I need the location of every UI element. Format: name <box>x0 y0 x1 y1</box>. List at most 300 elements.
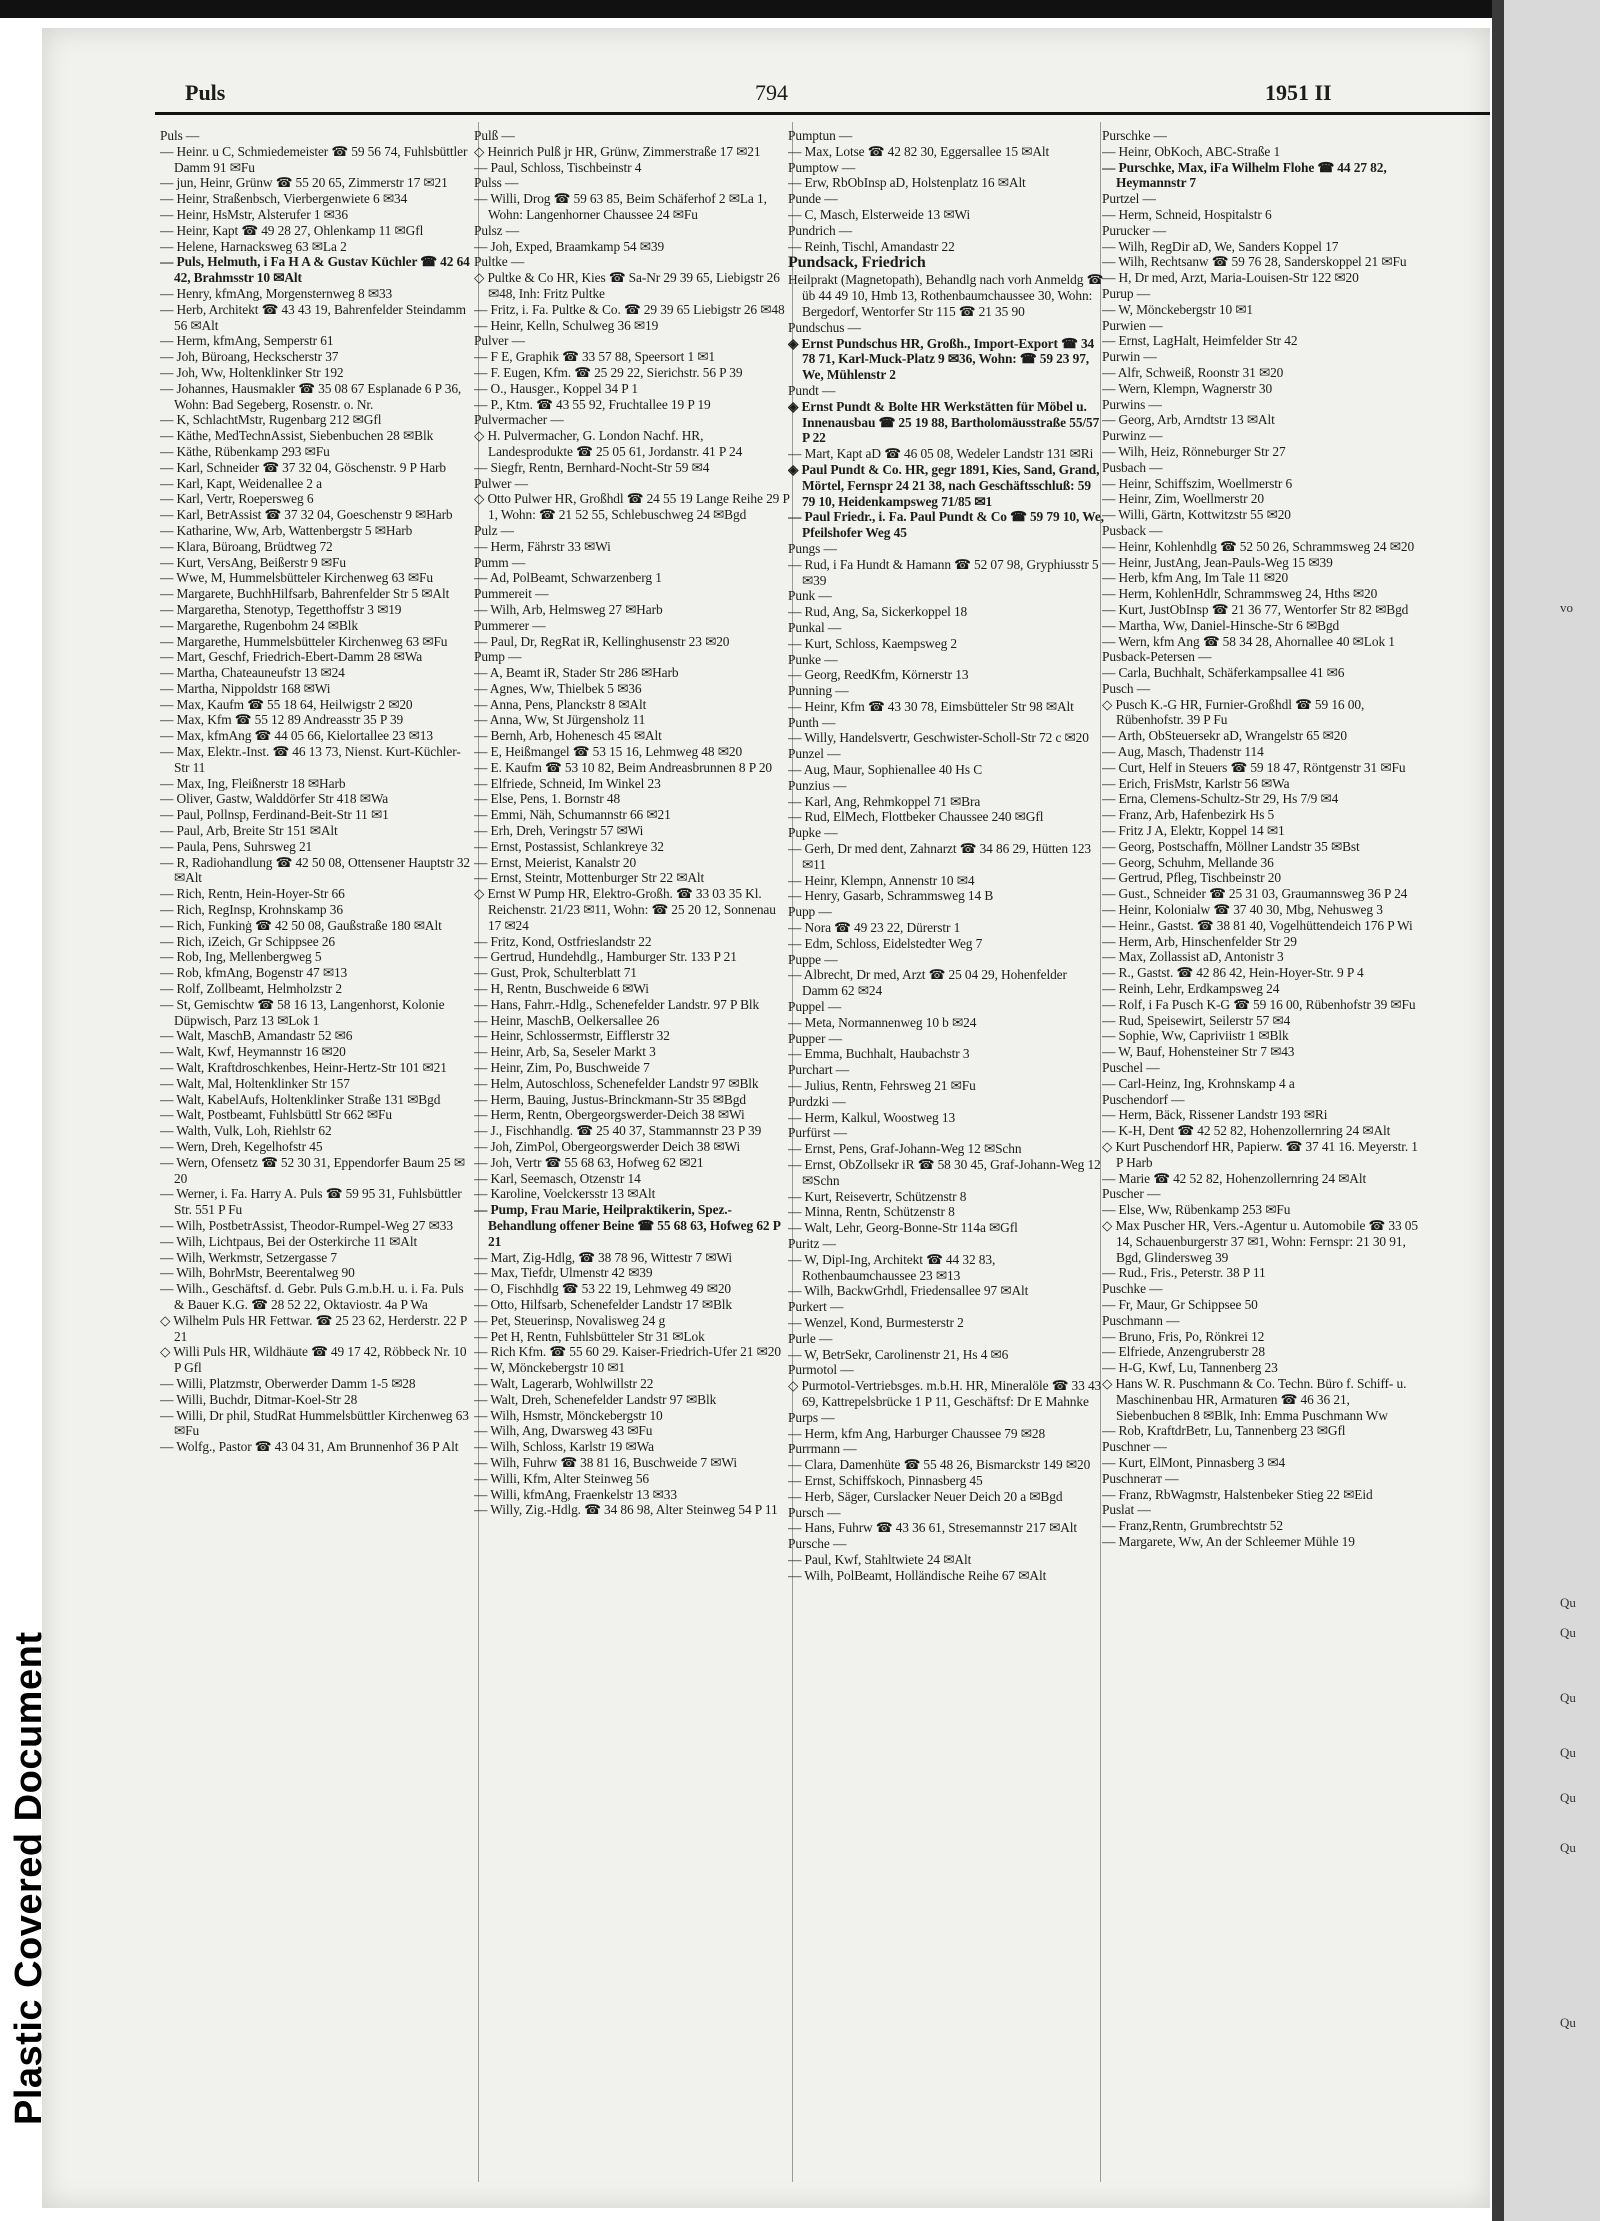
directory-entry: — Margarethe, Rugenbohm 24 ✉Blk <box>160 617 358 633</box>
directory-entry: — H-G, Kwf, Lu, Tannenberg 23 <box>1102 1360 1278 1376</box>
margin-fragment: Qu <box>1560 1790 1576 1805</box>
directory-entry: Pummereit — <box>474 586 549 602</box>
directory-entry: — Mart, Kapt aD ☎ 46 05 08, Wedeler Landstr 131 ✉Ri <box>788 446 1094 462</box>
directory-entry: ◇ Max Puscher HR, Vers.-Agentur u. Automobile ☎ 33 05 14, Schauenburgerstr 37 ✉1, Wohn: Fernspr: 21 30 91, Bgd, Glindersweg 39 <box>1102 1217 1418 1265</box>
directory-entry: Puschneraт — <box>1102 1470 1179 1486</box>
directory-entry: — Käthe, Rübenkamp 293 ✉Fu <box>160 443 330 459</box>
directory-entry: — Oliver, Gastw, Walddörfer Str 418 ✉Wa <box>160 791 389 807</box>
directory-entry: Pundsack, Friedrich <box>788 254 926 272</box>
directory-entry: — Max, Kfm ☎ 55 12 89 Andreasstr 35 P 39 <box>160 712 404 728</box>
directory-entry: — Minna, Rentn, Schützenstr 8 <box>788 1204 955 1220</box>
directory-entry: — Georg, Schuhm, Mellande 36 <box>1102 854 1274 870</box>
directory-entry: — Heinr, Arb, Sa, Seseler Markt 3 <box>474 1044 656 1060</box>
directory-entry: — Herm, Rentn, Obergeorgswerder-Deich 38 ✉Wi <box>474 1107 745 1123</box>
directory-entry: — H, Dr med, Arzt, Maria-Louisen-Str 122 ✉20 <box>1102 270 1359 286</box>
directory-entry: — Agnes, Ww, Thielbek 5 ✉36 <box>474 680 642 696</box>
directory-entry: — Willy, Handelsvertr, Geschwister-Scholl-Str 72 c ✉20 <box>788 730 1089 746</box>
directory-entry: Puscher — <box>1102 1186 1161 1202</box>
directory-entry: — Herb, Säger, Curslacker Neuer Deich 20 a ✉Bgd <box>788 1488 1063 1504</box>
directory-entry: Purfürst — <box>788 1125 847 1141</box>
directory-entry: — Willi, Gärtn, Kottwitzstr 55 ✉20 <box>1102 507 1291 523</box>
directory-entry: — K, SchlachtMstr, Rugenbarg 212 ✉Gfl <box>160 412 382 428</box>
directory-entry: — Herb, Architekt ☎ 43 43 19, Bahrenfelder Steindamm 56 ✉Alt <box>160 301 467 333</box>
directory-entry: — Johannes, Hausmakler ☎ 35 08 67 Esplanade 6 P 36, Wohn: Bad Segeberg, Rosenstr. o. Nr. <box>160 380 462 412</box>
directory-entry: — Paul, Arb, Breite Str 151 ✉Alt <box>160 823 338 839</box>
directory-entry: — Werner, i. Fa. Harry A. Puls ☎ 59 95 31, Fuhlsbüttler Str. 551 P Fu <box>160 1186 462 1218</box>
directory-entry: ◈ Paul Pundt & Co. HR, gegr 1891, Kies, Sand, Grand, Mörtel, Fernspr 24 21 38, nach Geschäftsschluß: 59 79 10, Heidenkampsweg 71/85 ✉1 <box>788 461 1100 509</box>
directory-entry: — Else, Ww, Rübenkamp 253 ✉Fu <box>1102 1202 1291 1218</box>
directory-entry: — Heinr, ObKoch, ABC-Straße 1 <box>1102 143 1281 159</box>
directory-entry: — Gerh, Dr med dent, Zahnarzt ☎ 34 86 29, Hütten 123 ✉11 <box>788 841 1092 872</box>
directory-entry: — Wolfg., Pastor ☎ 43 04 31, Am Brunnenhof 36 P Alt <box>160 1439 459 1455</box>
directory-entry: Puschner — <box>1102 1439 1167 1455</box>
directory-entry: — Rich, RegInsp, Krohnskamp 36 <box>160 902 343 918</box>
directory-entry: Purdzki — <box>788 1093 846 1109</box>
directory-entry: — Edm, Schloss, Eidelstedter Weg 7 <box>788 935 983 951</box>
directory-entry: Pulwer — <box>474 475 528 491</box>
directory-entry: — Max, kfmAng ☎ 44 05 66, Kielortallee 23 ✉13 <box>160 728 433 744</box>
directory-entry: — Puls, Helmuth, i Fa H A & Gustav Küchler ☎ 42 64 42, Brahmsstr 10 ✉Alt <box>160 254 470 286</box>
directory-entry: — Bruno, Fris, Po, Rönkrei 12 <box>1102 1328 1265 1344</box>
directory-entry: — H, Rentn, Buschweide 6 ✉Wi <box>474 981 649 997</box>
directory-entry: — Heinr, HsMstr, Alsterufer 1 ✉36 <box>160 206 348 222</box>
directory-entry: — Wern, Dreh, Kegelhofstr 45 <box>160 1139 323 1154</box>
directory-entry: — Herm, Fährstr 33 ✉Wi <box>474 538 611 554</box>
directory-entry: Pultke — <box>474 254 525 270</box>
directory-entry: — Wilh, Rechtsanw ☎ 59 76 28, Sanderskoppel 21 ✉Fu <box>1102 254 1407 270</box>
directory-entry: Purle — <box>788 1330 833 1346</box>
directory-entry: — Rich, iZeich, Gr Schippsee 26 <box>160 933 336 949</box>
directory-entry: — Elfriede, Schneid, Im Winkel 23 <box>474 775 661 791</box>
directory-column-4 <box>1102 128 1418 2188</box>
directory-entry: — Gertrud, Pfleg, Tischbeinstr 20 <box>1102 870 1281 886</box>
directory-entry: Heilprakt (Magnetopath), Behandlg nach vorh Anmeldg ☎ üb 44 49 10, Hmb 13, Rothenbaumchaussee 30, Wohn: Bergedorf, Wentorfer Str 115 ☎ 21 35 90 <box>788 272 1104 319</box>
directory-entry: — Wilh, Schloss, Karlstr 19 ✉Wa <box>474 1439 654 1455</box>
directory-entry: — Purschke, Max, iFa Wilhelm Flohe ☎ 44 27 82, Heymannstr 7 <box>1102 159 1387 191</box>
directory-entry: — Walt, Kraftdroschkenbes, Heinr-Hertz-Str 101 ✉21 <box>160 1060 447 1076</box>
directory-entry: — Georg, ReedKfm, Körnerstr 13 <box>788 667 969 683</box>
directory-entry: — Rich, Rentn, Hein-Hoyer-Str 66 <box>160 886 345 902</box>
directory-entry: — Paul Friedr., i. Fa. Paul Pundt & Co ☎ 59 79 10, We, Pfeilshofer Weg 45 <box>788 509 1104 541</box>
margin-fragment: Qu <box>1560 1595 1576 1610</box>
directory-entry: — Rolf, i Fa Pusch K-G ☎ 59 16 00, Rübenhofstr 39 ✉Fu <box>1102 996 1416 1012</box>
directory-entry: — Sophie, Ww, Capriviistr 1 ✉Blk <box>1102 1028 1289 1044</box>
directory-entry: Pundt — <box>788 382 836 398</box>
directory-entry: — W, Dipl-Ing, Architekt ☎ 44 32 83, Rothenbaumchaussee 23 ✉13 <box>788 1251 996 1283</box>
directory-entry: — Paula, Pens, Suhrsweg 21 <box>160 838 313 854</box>
directory-entry: — Aug, Maur, Sophienallee 40 Hs C <box>788 762 983 778</box>
directory-entry: — Karl, Ang, Rehmkoppel 71 ✉Bra <box>788 793 981 809</box>
directory-entry: — Walt, Postbeamt, Fuhlsbüttl Str 662 ✉Fu <box>160 1107 392 1123</box>
directory-entry: Pupke — <box>788 825 838 841</box>
directory-entry: — Henry, Gasarb, Schrammsweg 14 B <box>788 888 994 904</box>
directory-entry: Punkal — <box>788 619 842 635</box>
directory-entry: Pulver — <box>474 333 525 349</box>
directory-entry: — Klara, Büroang, Brüdtweg 72 <box>160 538 333 554</box>
directory-entry: — Heinr., Gastst. ☎ 38 81 40, Vogelhüttendeich 176 P Wi <box>1102 917 1413 933</box>
directory-entry: — Heinr, Kapt ☎ 49 28 27, Ohlenkamp 11 ✉Gfl <box>160 222 424 238</box>
directory-entry: — Erh, Dreh, Veringstr 57 ✉Wi <box>474 823 644 839</box>
directory-entry: — Otto, Hilfsarb, Schenefelder Landstr 17 ✉Blk <box>474 1296 733 1312</box>
directory-entry: — Franz, RbWagmstr, Halstenbeker Stieg 22 ✉Eid <box>1102 1486 1373 1502</box>
directory-entry: ◇ Heinrich Pulß jr HR, Grünw, Zimmerstraße 17 ✉21 <box>474 143 761 159</box>
directory-entry: — Wilh, Ang, Dwarsweg 43 ✉Fu <box>474 1423 653 1439</box>
directory-entry: — Willy, Zig.-Hdlg. ☎ 34 86 98, Alter Steinweg 54 P 11 <box>474 1502 778 1518</box>
directory-entry: — E. Kaufm ☎ 53 10 82, Beim Andreasbrunnen 8 P 20 <box>474 759 773 775</box>
directory-entry: — Joh, ZimPol, Obergeorgswerder Deich 38 ✉Wi <box>474 1139 741 1154</box>
directory-entry: — Willi, Dr phil, StudRat Hummelsbüttler Kirchenweg 63 ✉Fu <box>160 1407 469 1439</box>
directory-entry: — W, Mönckebergstr 10 ✉1 <box>474 1360 626 1376</box>
directory-entry: — Heinr, Kohlenhdlg ☎ 52 50 26, Schrammsweg 24 ✉20 <box>1102 538 1415 554</box>
directory-entry: Puschendorf — <box>1102 1091 1185 1107</box>
scan-border-right <box>1492 0 1600 2221</box>
directory-entry: — Fritz, Kond, Ostfrieslandstr 22 <box>474 933 652 949</box>
margin-fragment: Qu <box>1560 1745 1576 1760</box>
directory-entry: Pursche — <box>788 1536 847 1552</box>
directory-entry: — Max, Zollassist aD, Antonistr 3 <box>1102 949 1284 965</box>
directory-entry: — Wilh, Fuhrw ☎ 38 81 16, Buschweide 7 ✉Wi <box>474 1454 738 1470</box>
directory-entry: — Herm, Bäck, Rissener Landstr 193 ✉Ri <box>1102 1107 1328 1123</box>
directory-entry: — Walt, Mal, Holtenklinker Str 157 <box>160 1075 350 1091</box>
plastic-covered-label: Plastic Covered Document <box>8 1631 50 2125</box>
directory-entry: — Willi, Platzmstr, Oberwerder Damm 1-5 ✉28 <box>160 1375 416 1391</box>
directory-entry: — Martha, Nippoldstr 168 ✉Wi <box>160 680 331 696</box>
directory-entry: — Herm, KohlenHdlr, Schrammsweg 24, Hths ✉20 <box>1102 586 1378 602</box>
directory-entry: — Emma, Buchhalt, Haubachstr 3 <box>788 1046 970 1062</box>
directory-entry: — Paul, Pollnsp, Ferdinand-Beit-Str 11 ✉1 <box>160 807 389 823</box>
directory-entry: — Anna, Ww, St Jürgensholz 11 <box>474 712 646 728</box>
directory-entry: Pump — <box>474 649 522 665</box>
directory-entry: Pumm — <box>474 554 526 570</box>
directory-entry: — Albrecht, Dr med, Arzt ☎ 25 04 29, Hohenfelder Damm 62 ✉24 <box>788 967 1067 999</box>
directory-entry: Puslat — <box>1102 1502 1151 1518</box>
directory-entry: Punk — <box>788 588 832 604</box>
directory-entry: — Fritz, i. Fa. Pultke & Co. ☎ 29 39 65 Liebigstr 26 ✉48 <box>474 301 785 317</box>
directory-entry: — W, Mönckebergstr 10 ✉1 <box>1102 301 1254 317</box>
directory-entry: — Joh, Exped, Braamkamp 54 ✉39 <box>474 238 665 254</box>
directory-entry: — Kurt, ElMont, Pinnasberg 3 ✉4 <box>1102 1454 1286 1470</box>
header-rule <box>155 112 1490 115</box>
directory-entry: — Elfriede, Anzengruberstr 28 <box>1102 1344 1265 1360</box>
margin-fragment: Qu <box>1560 1840 1576 1855</box>
directory-entry: — Wilh, BohrMstr, Beerentalweg 90 <box>160 1265 355 1281</box>
directory-entry: — Pet, Steuerinsp, Novalisweg 24 g <box>474 1312 666 1328</box>
directory-entry: — Ernst, Meierist, Kanalstr 20 <box>474 854 637 870</box>
directory-entry: — Gust, Prok, Schulterblatt 71 <box>474 965 637 981</box>
directory-entry: Pummerer — <box>474 617 546 633</box>
directory-entry: — Willi, kfmAng, Fraenkelstr 13 ✉33 <box>474 1486 677 1502</box>
directory-entry: — Meta, Normannenweg 10 b ✉24 <box>788 1014 977 1030</box>
directory-entry: — Gust., Schneider ☎ 25 31 03, Graumannsweg 36 P 24 <box>1102 886 1408 902</box>
directory-entry: — Rob, Ing, Mellenbergweg 5 <box>160 949 322 965</box>
directory-entry: — Wern, Klempn, Wagnerstr 30 <box>1102 380 1273 396</box>
directory-entry: — Emmi, Näh, Schumannstr 66 ✉21 <box>474 807 671 823</box>
directory-entry: — Else, Pens, 1. Bornstr 48 <box>474 791 621 807</box>
directory-entry: — Rich, Funkinġ ☎ 42 50 08, Gaußstraße 180 ✉Alt <box>160 917 442 933</box>
directory-entry: — Rud, i Fa Hundt & Hamann ☎ 52 07 98, Gryphiusstr 5 ✉39 <box>788 556 1099 588</box>
directory-entry: — Rud, Ang, Sa, Sickerkoppel 18 <box>788 604 968 620</box>
directory-entry: — Wern, kfm Ang ☎ 58 34 28, Ahornallee 40 ✉Lok 1 <box>1102 633 1395 649</box>
directory-entry: — Erna, Clemens-Schultz-Str 29, Hs 7/9 ✉4 <box>1102 791 1339 807</box>
directory-entry: — Joh, Büroang, Heckscherstr 37 <box>160 349 339 365</box>
directory-entry: — Martha, Ww, Daniel-Hinsche-Str 6 ✉Bgd <box>1102 617 1340 633</box>
directory-entry: — Rolf, Zollbeamt, Helmholzstr 2 <box>160 981 343 997</box>
directory-entry: — Arth, ObSteuersekr aD, Wrangelstr 65 ✉20 <box>1102 728 1347 744</box>
directory-entry: Punning — <box>788 683 849 699</box>
directory-column-1 <box>160 128 476 2188</box>
directory-entry: — Clara, Damenhüte ☎ 55 48 26, Bismarckstr 149 ✉20 <box>788 1457 1091 1473</box>
directory-entry: ◇ H. Pulvermacher, G. London Nachf. HR, Landesprodukte ☎ 25 05 61, Jordanstr. 41 P 24 <box>474 428 743 459</box>
directory-entry: — Alfr, Schweiß, Roonstr 31 ✉20 <box>1102 364 1284 380</box>
directory-entry: Purwien — <box>1102 317 1163 333</box>
directory-entry: — Willi, Buchdr, Ditmar-Koel-Str 28 <box>160 1391 358 1407</box>
directory-entry: ◇ Pusch K.-G HR, Furnier-Großhdl ☎ 59 16 00, Rübenhofstr. 39 P Fu <box>1102 696 1365 728</box>
directory-entry: — Gertrud, Hundehdlg., Hamburger Str. 133 P 21 <box>474 949 737 965</box>
directory-entry: Puppe — <box>788 951 838 967</box>
page-gutter <box>1492 0 1504 2221</box>
directory-entry: — Heinr, Schiffszim, Woellmerstr 6 <box>1102 475 1293 491</box>
directory-entry: — Wilh, Lichtpaus, Bei der Osterkirche 11 ✉Alt <box>160 1233 418 1249</box>
directory-entry: — Karl, Vertr, Roepersweg 6 <box>160 491 314 507</box>
directory-entry: — Max, Lotse ☎ 42 82 30, Eggersallee 15 ✉Alt <box>788 143 1050 159</box>
directory-entry: Purschke — <box>1102 128 1167 143</box>
directory-entry: Puschke — <box>1102 1281 1163 1297</box>
directory-entry: Puschel — <box>1102 1060 1160 1076</box>
margin-fragment: vo <box>1560 600 1573 615</box>
directory-entry: Puls — <box>160 128 200 143</box>
directory-entry: — Margarethe, Hummelsbütteler Kirchenweg 63 ✉Fu <box>160 633 448 649</box>
directory-entry: — Karl, Kapt, Weidenallee 2 a <box>160 475 322 491</box>
directory-entry: — Ernst, Schiffskoch, Pinnasberg 45 <box>788 1472 983 1488</box>
directory-entry: — Heinr, Kfm ☎ 43 30 78, Eimsbütteler Str 98 ✉Alt <box>788 698 1074 714</box>
directory-entry: Puschmann — <box>1102 1312 1180 1328</box>
directory-entry: — Georg, Postschaffn, Möllner Landstr 35 ✉Bst <box>1102 838 1360 854</box>
directory-entry: — Mart, Zig-Hdlg, ☎ 38 78 96, Wittestr 7 ✉Wi <box>474 1249 732 1265</box>
directory-entry: ◈ Ernst Pundschus HR, Großh., Import-Export ☎ 34 78 71, Karl-Muck-Platz 9 ✉36, Wohn: ☎ 59 23 97, We, Mühlenstr 2 <box>788 335 1095 383</box>
directory-entry: Pupp — <box>788 904 832 920</box>
directory-entry: — St, Gemischtw ☎ 58 16 13, Langenhorst, Kolonie Düpwisch, Parz 13 ✉Lok 1 <box>160 996 445 1028</box>
directory-entry: — Willi, Drog ☎ 59 63 85, Beim Schäferhof 2 ✉La 1, Wohn: Langenhorner Chaussee 24 ✉Fu <box>474 191 767 222</box>
directory-entry: Puppel — <box>788 999 842 1015</box>
directory-entry: — Wenzel, Kond, Burmesterstr 2 <box>788 1314 964 1330</box>
directory-entry: — C, Masch, Elsterweide 13 ✉Wi <box>788 206 971 222</box>
directory-entry: — Max, Elektr.-Inst. ☎ 46 13 73, Nienst. Kurt-Küchler-Str 11 <box>160 744 461 775</box>
directory-entry: — Wilh, Werkmstr, Setzergasse 7 <box>160 1249 337 1265</box>
directory-entry: — Wern, Ofensetz ☎ 52 30 31, Eppendorfer Baum 25 ✉20 <box>160 1154 465 1186</box>
directory-entry: — Herm, kfmAng, Semperstr 61 <box>160 333 334 349</box>
directory-entry: — Curt, Helf in Steuers ☎ 59 18 47, Röntgenstr 31 ✉Fu <box>1102 759 1406 775</box>
directory-entry: ◇ Hans W. R. Puschmann & Co. Techn. Büro f. Schiff- u. Maschinenbau HR, Armaturen ☎ 46 36 21, Siebenbuchen 8 ✉Blk, Inh: Emma Puschmann Ww <box>1102 1375 1407 1423</box>
directory-entry: Pulvermacher — <box>474 412 564 428</box>
directory-entry: — Max, Kaufm ☎ 55 18 64, Heilwigstr 2 ✉20 <box>160 696 413 712</box>
page-number: 794 <box>755 80 788 105</box>
directory-entry: — Kurt, JustObInsp ☎ 21 36 77, Wentorfer Str 82 ✉Bgd <box>1102 601 1409 617</box>
directory-entry: — Carl-Heinz, Ing, Krohnskamp 4 a <box>1102 1075 1295 1091</box>
directory-entry: — Max, Tiefdr, Ulmenstr 42 ✉39 <box>474 1265 653 1281</box>
directory-entry: ◇ Otto Pulwer HR, Großhdl ☎ 24 55 19 Lange Reihe 29 P 1, Wohn: ☎ 21 52 55, Schlebuschweg 24 ✉Bgd <box>474 491 790 523</box>
directory-column-3 <box>788 128 1104 2188</box>
directory-entry: — Anna, Pens, Planckstr 8 ✉Alt <box>474 696 647 712</box>
margin-fragment: Qu <box>1560 2015 1576 2030</box>
directory-entry: — Heinr, Zim, Po, Buschweide 7 <box>474 1060 650 1076</box>
directory-entry: — Paul, Dr, RegRat iR, Kellinghusenstr 23 ✉20 <box>474 633 730 649</box>
directory-entry: — Herm, Arb, Hinschenfelder Str 29 <box>1102 933 1297 949</box>
directory-entry: — Fr, Maur, Gr Schippsee 50 <box>1102 1296 1258 1312</box>
directory-entry: — Nora ☎ 49 23 22, Dürerstr 1 <box>788 920 961 936</box>
directory-entry: — Heinr, Klempn, Annenstr 10 ✉4 <box>788 872 975 888</box>
directory-entry: — Walt, MaschB, Amandastr 52 ✉6 <box>160 1028 353 1044</box>
directory-entry: Punth — <box>788 714 836 730</box>
margin-fragment: Qu <box>1560 1690 1576 1705</box>
directory-entry: — Heinr, Zim, Woellmerstr 20 <box>1102 491 1264 507</box>
directory-entry: — Margaretha, Stenotyp, Tegetthoffstr 3 ✉19 <box>160 601 402 617</box>
margin-fragment: Qu <box>1560 1625 1576 1640</box>
directory-entry: — Ernst, ObZollsekr iR ☎ 58 30 45, Graf-Johann-Weg 12 ✉Schn <box>788 1157 1101 1188</box>
directory-entry: Pusbach — <box>1102 459 1163 475</box>
directory-entry: — Karl, Schneider ☎ 37 32 04, Göschenstr. 9 P Harb <box>160 459 447 475</box>
directory-entry: — Herm, Bauing, Justus-Brinckmann-Str 35 ✉Bgd <box>474 1091 746 1107</box>
directory-entry: Pursch — <box>788 1504 841 1520</box>
directory-entry: — Margarete, BuchhHilfsarb, Bahrenfelder Str 5 ✉Alt <box>160 586 450 602</box>
directory-entry: — Carla, Buchhalt, Schäferkampsallee 41 ✉6 <box>1102 665 1345 681</box>
directory-entry: — Franz, Arb, Hafenbezirk Hs 5 <box>1102 807 1275 823</box>
directory-entry: — Franz,Rentn, Grumbrechtstr 52 <box>1102 1518 1283 1534</box>
directory-entry: Purps — <box>788 1409 835 1425</box>
directory-entry: — Ernst, Steintr, Mottenburger Str 22 ✉Alt <box>474 870 705 886</box>
directory-entry: — Wwe, M, Hummelsbütteler Kirchenweg 63 ✉Fu <box>160 570 433 586</box>
directory-entry: — R., Gastst. ☎ 42 86 42, Hein-Hoyer-Str. 9 P 4 <box>1102 965 1364 981</box>
directory-entry: Purwins — <box>1102 396 1162 412</box>
directory-entry: — Kurt, VersAng, Beißerstr 9 ✉Fu <box>160 554 346 570</box>
directory-entry: — Ernst, LagHalt, Heimfelder Str 42 <box>1102 333 1298 349</box>
directory-entry: — Wilh, RegDir aD, We, Sanders Koppel 17 <box>1102 238 1339 254</box>
directory-entry: Pumptun — <box>788 128 853 143</box>
directory-entry: — Walt, KabelAufs, Holtenklinker Straße 131 ✉Bgd <box>160 1091 441 1107</box>
directory-entry: Pusback-Petersen — <box>1102 649 1212 665</box>
directory-entry: Puritz — <box>788 1235 836 1251</box>
directory-entry: — Katharine, Ww, Arb, Wattenbergstr 5 ✉Harb <box>160 522 413 538</box>
directory-entry: — F. Eugen, Kfm. ☎ 25 29 22, Sierichstr. 56 P 39 <box>474 364 743 380</box>
directory-entry: — Erw, RbObInsp aD, Holstenplatz 16 ✉Alt <box>788 175 1026 191</box>
directory-entry: — W, Bauf, Hohensteiner Str 7 ✉43 <box>1102 1044 1295 1060</box>
directory-entry: — Wilh, BackwGrhdl, Friedensallee 97 ✉Alt <box>788 1283 1029 1299</box>
directory-entry: — Herm, Kalkul, Woostweg 13 <box>788 1109 956 1125</box>
directory-entry: — Heinr, Kolonialw ☎ 37 40 30, Mbg, Nehusweg 3 <box>1102 902 1383 918</box>
directory-entry: — jun, Heinr, Grünw ☎ 55 20 65, Zimmerstr 17 ✉21 <box>160 175 448 191</box>
directory-entry: — Martha, Chateauneufstr 13 ✉24 <box>160 665 345 681</box>
directory-entry: — Rob, KraftdrBetr, Lu, Tannenberg 23 ✉Gfl <box>1102 1423 1346 1439</box>
directory-entry: Pungs — <box>788 540 837 556</box>
directory-column-2 <box>474 128 790 2188</box>
directory-entry: Punke — <box>788 651 838 667</box>
directory-entry: — Rob, kfmAng, Bogenstr 47 ✉13 <box>160 965 348 981</box>
directory-entry: Purtzel — <box>1102 191 1156 207</box>
directory-entry: Pulss — <box>474 175 519 191</box>
directory-entry: — Georg, Arb, Arndtstr 13 ✉Alt <box>1102 412 1275 428</box>
directory-entry: ◇ Kurt Puschendorf HR, Papierw. ☎ 37 41 16. Meyerstr. 1 P Harb <box>1102 1139 1418 1170</box>
directory-entry: — Wilh, PostbetrAssist, Theodor-Rumpel-Weg 27 ✉33 <box>160 1217 453 1233</box>
directory-entry: Purrmann — <box>788 1441 857 1457</box>
directory-entry: — Wilh., Geschäftsf. d. Gebr. Puls G.m.b.H. u. i. Fa. Puls & Bauer K.G. ☎ 28 52 22, Oktaviostr. 4a P Wa <box>160 1281 464 1312</box>
directory-entry: — Rud, Speisewirt, Seilerstr 57 ✉4 <box>1102 1012 1291 1028</box>
page-header <box>155 72 1490 112</box>
directory-entry: — R, Radiohandlung ☎ 42 50 08, Ottensener Hauptstr 32 ✉Alt <box>160 854 471 886</box>
directory-entry: — Heinr. u C, Schmiedemeister ☎ 59 56 74, Fuhlsbüttler Damm 91 ✉Fu <box>160 143 468 175</box>
directory-entry: — Herb, kfm Ang, Im Tale 11 ✉20 <box>1102 570 1289 586</box>
directory-entry: Pulz — <box>474 522 514 538</box>
directory-entry: — Heinr, Straßenbsch, Vierbergenwiete 6 ✉34 <box>160 191 408 207</box>
directory-entry: — Walt, Lagerarb, Wohlwillstr 22 <box>474 1375 654 1391</box>
directory-entry: Pulsz — <box>474 222 520 238</box>
directory-entry: — Reinh, Lehr, Erdkampsweg 24 <box>1102 981 1280 997</box>
directory-entry: Punzel — <box>788 746 841 762</box>
directory-entry: — Henry, kfmAng, Morgensternweg 8 ✉33 <box>160 285 393 301</box>
directory-entry: — Reinh, Tischl, Amandastr 22 <box>788 238 955 254</box>
directory-entry: ◇ Pultke & Co HR, Kies ☎ Sa-Nr 29 39 65, Liebigstr 26 ✉48, Inh: Fritz Pultke <box>474 270 780 301</box>
directory-entry: — Heinr, Schlossermstr, Eifflerstr 32 <box>474 1028 670 1044</box>
directory-entry: ◇ Ernst W Pump HR, Elektro-Großh. ☎ 33 03 35 Kl. Reichenstr. 21/23 ✉11, Wohn: ☎ 25 20 12, Sonnenau 17 ✉24 <box>474 886 776 933</box>
directory-entry: — Marie ☎ 42 52 82, Hohenzollernring 24 ✉Alt <box>1102 1170 1367 1186</box>
directory-entry: Purmotol — <box>788 1362 854 1378</box>
directory-entry: — Bernh, Arb, Hohenesch 45 ✉Alt <box>474 728 662 744</box>
directory-entry: ◇ Willi Puls HR, Wildhäute ☎ 49 17 42, Röbbeck Nr. 10 P Gfl <box>160 1344 467 1376</box>
directory-entry: — Siegfr, Rentn, Bernhard-Nocht-Str 59 ✉4 <box>474 459 710 475</box>
directory-entry: — Fritz J A, Elektr, Koppel 14 ✉1 <box>1102 823 1285 839</box>
directory-entry: — Wilh, Heiz, Rönneburger Str 27 <box>1102 443 1286 459</box>
directory-entry: Pumptow — <box>788 159 856 175</box>
directory-entry: — Paul, Kwf, Stahltwiete 24 ✉Alt <box>788 1551 972 1567</box>
directory-entry: — O., Hausger., Koppel 34 P 1 <box>474 380 638 396</box>
directory-entry: — Heinr, MaschB, Oelkersallee 26 <box>474 1012 660 1028</box>
directory-entry: — F E, Graphik ☎ 33 57 88, Speersort 1 ✉1 <box>474 349 716 365</box>
directory-entry: Pupper — <box>788 1030 842 1046</box>
directory-entry: ◈ Ernst Pundt & Bolte HR Werkstätten für Möbel u. Innenausbau ☎ 25 19 88, Bartholomäusstraße 55/57 P 22 <box>788 398 1100 446</box>
header-keyword: Puls <box>185 80 226 105</box>
directory-entry: — P., Ktm. ☎ 43 55 92, Fruchtallee 19 P 19 <box>474 396 711 412</box>
directory-entry: ◇ Purmotol-Vertriebsges. m.b.H. HR, Mineralöle ☎ 33 43 69, Kattrepelsbrücke 1 P 11, Geschäftsf: Dr E Mahnke <box>788 1378 1102 1409</box>
directory-entry: — Hans, Fahrr.-Hdlg., Schenefelder Landstr. 97 P Blk <box>474 996 760 1012</box>
directory-entry: — Julius, Rentn, Fehrsweg 21 ✉Fu <box>788 1078 976 1094</box>
directory-entry: — K-H, Dent ☎ 42 52 82, Hohenzollernring 24 ✉Alt <box>1102 1123 1391 1139</box>
directory-entry: — Karl, BetrAssist ☎ 37 32 04, Goeschenstr 9 ✉Harb <box>160 507 453 523</box>
directory-entry: Purucker — <box>1102 222 1167 238</box>
directory-entry: — Walt, Lehr, Georg-Bonne-Str 114a ✉Gfl <box>788 1220 1018 1236</box>
directory-entry: — Wilh, Arb, Helmsweg 27 ✉Harb <box>474 601 663 617</box>
directory-entry: Purkert — <box>788 1299 844 1315</box>
scan-border-top <box>0 0 1600 18</box>
directory-entry: — Joh, Vertr ☎ 55 68 63, Hofweg 62 ✉21 <box>474 1154 704 1170</box>
directory-entry: — Walth, Vulk, Loh, Riehlstr 62 <box>160 1123 332 1139</box>
directory-entry: Pusback — <box>1102 522 1163 538</box>
directory-entry: — Willi, Kfm, Alter Steinweg 56 <box>474 1470 650 1486</box>
directory-entry: — Rich Kfm. ☎ 55 60 29. Kaiser-Friedrich-Ufer 21 ✉20 <box>474 1344 781 1360</box>
directory-entry: Pundrich — <box>788 222 853 238</box>
directory-entry: — Kurt, Reisevertr, Schützenstr 8 <box>788 1188 967 1204</box>
directory-entry: — J., Fischhandlg. ☎ 25 40 37, Stammannstr 23 P 39 <box>474 1123 762 1139</box>
directory-entry: — Herm, kfm Ang, Harburger Chaussee 79 ✉28 <box>788 1425 1046 1441</box>
directory-entry: — E, Heißmangel ☎ 53 15 16, Lehmweg 48 ✉20 <box>474 744 743 760</box>
directory-entry: Punzius — <box>788 777 847 793</box>
directory-entry: — W, BetrSekr, Carolinenstr 21, Hs 4 ✉6 <box>788 1346 1009 1362</box>
directory-entry: — Käthe, MedTechnAssist, Siebenbuchen 28 ✉Blk <box>160 428 434 444</box>
directory-entry: Pundschus — <box>788 319 861 335</box>
header-year: 1951 II <box>1265 80 1332 105</box>
directory-entry: Pulß — <box>474 128 515 143</box>
directory-entry: — Heinr, Kelln, Schulweg 36 ✉19 <box>474 317 659 333</box>
directory-entry: — Erich, FrisMstr, Karlstr 56 ✉Wa <box>1102 775 1290 791</box>
directory-entry: — Ernst, Pens, Graf-Johann-Weg 12 ✉Schn <box>788 1141 1022 1157</box>
directory-entry: Purwin — <box>1102 349 1157 365</box>
